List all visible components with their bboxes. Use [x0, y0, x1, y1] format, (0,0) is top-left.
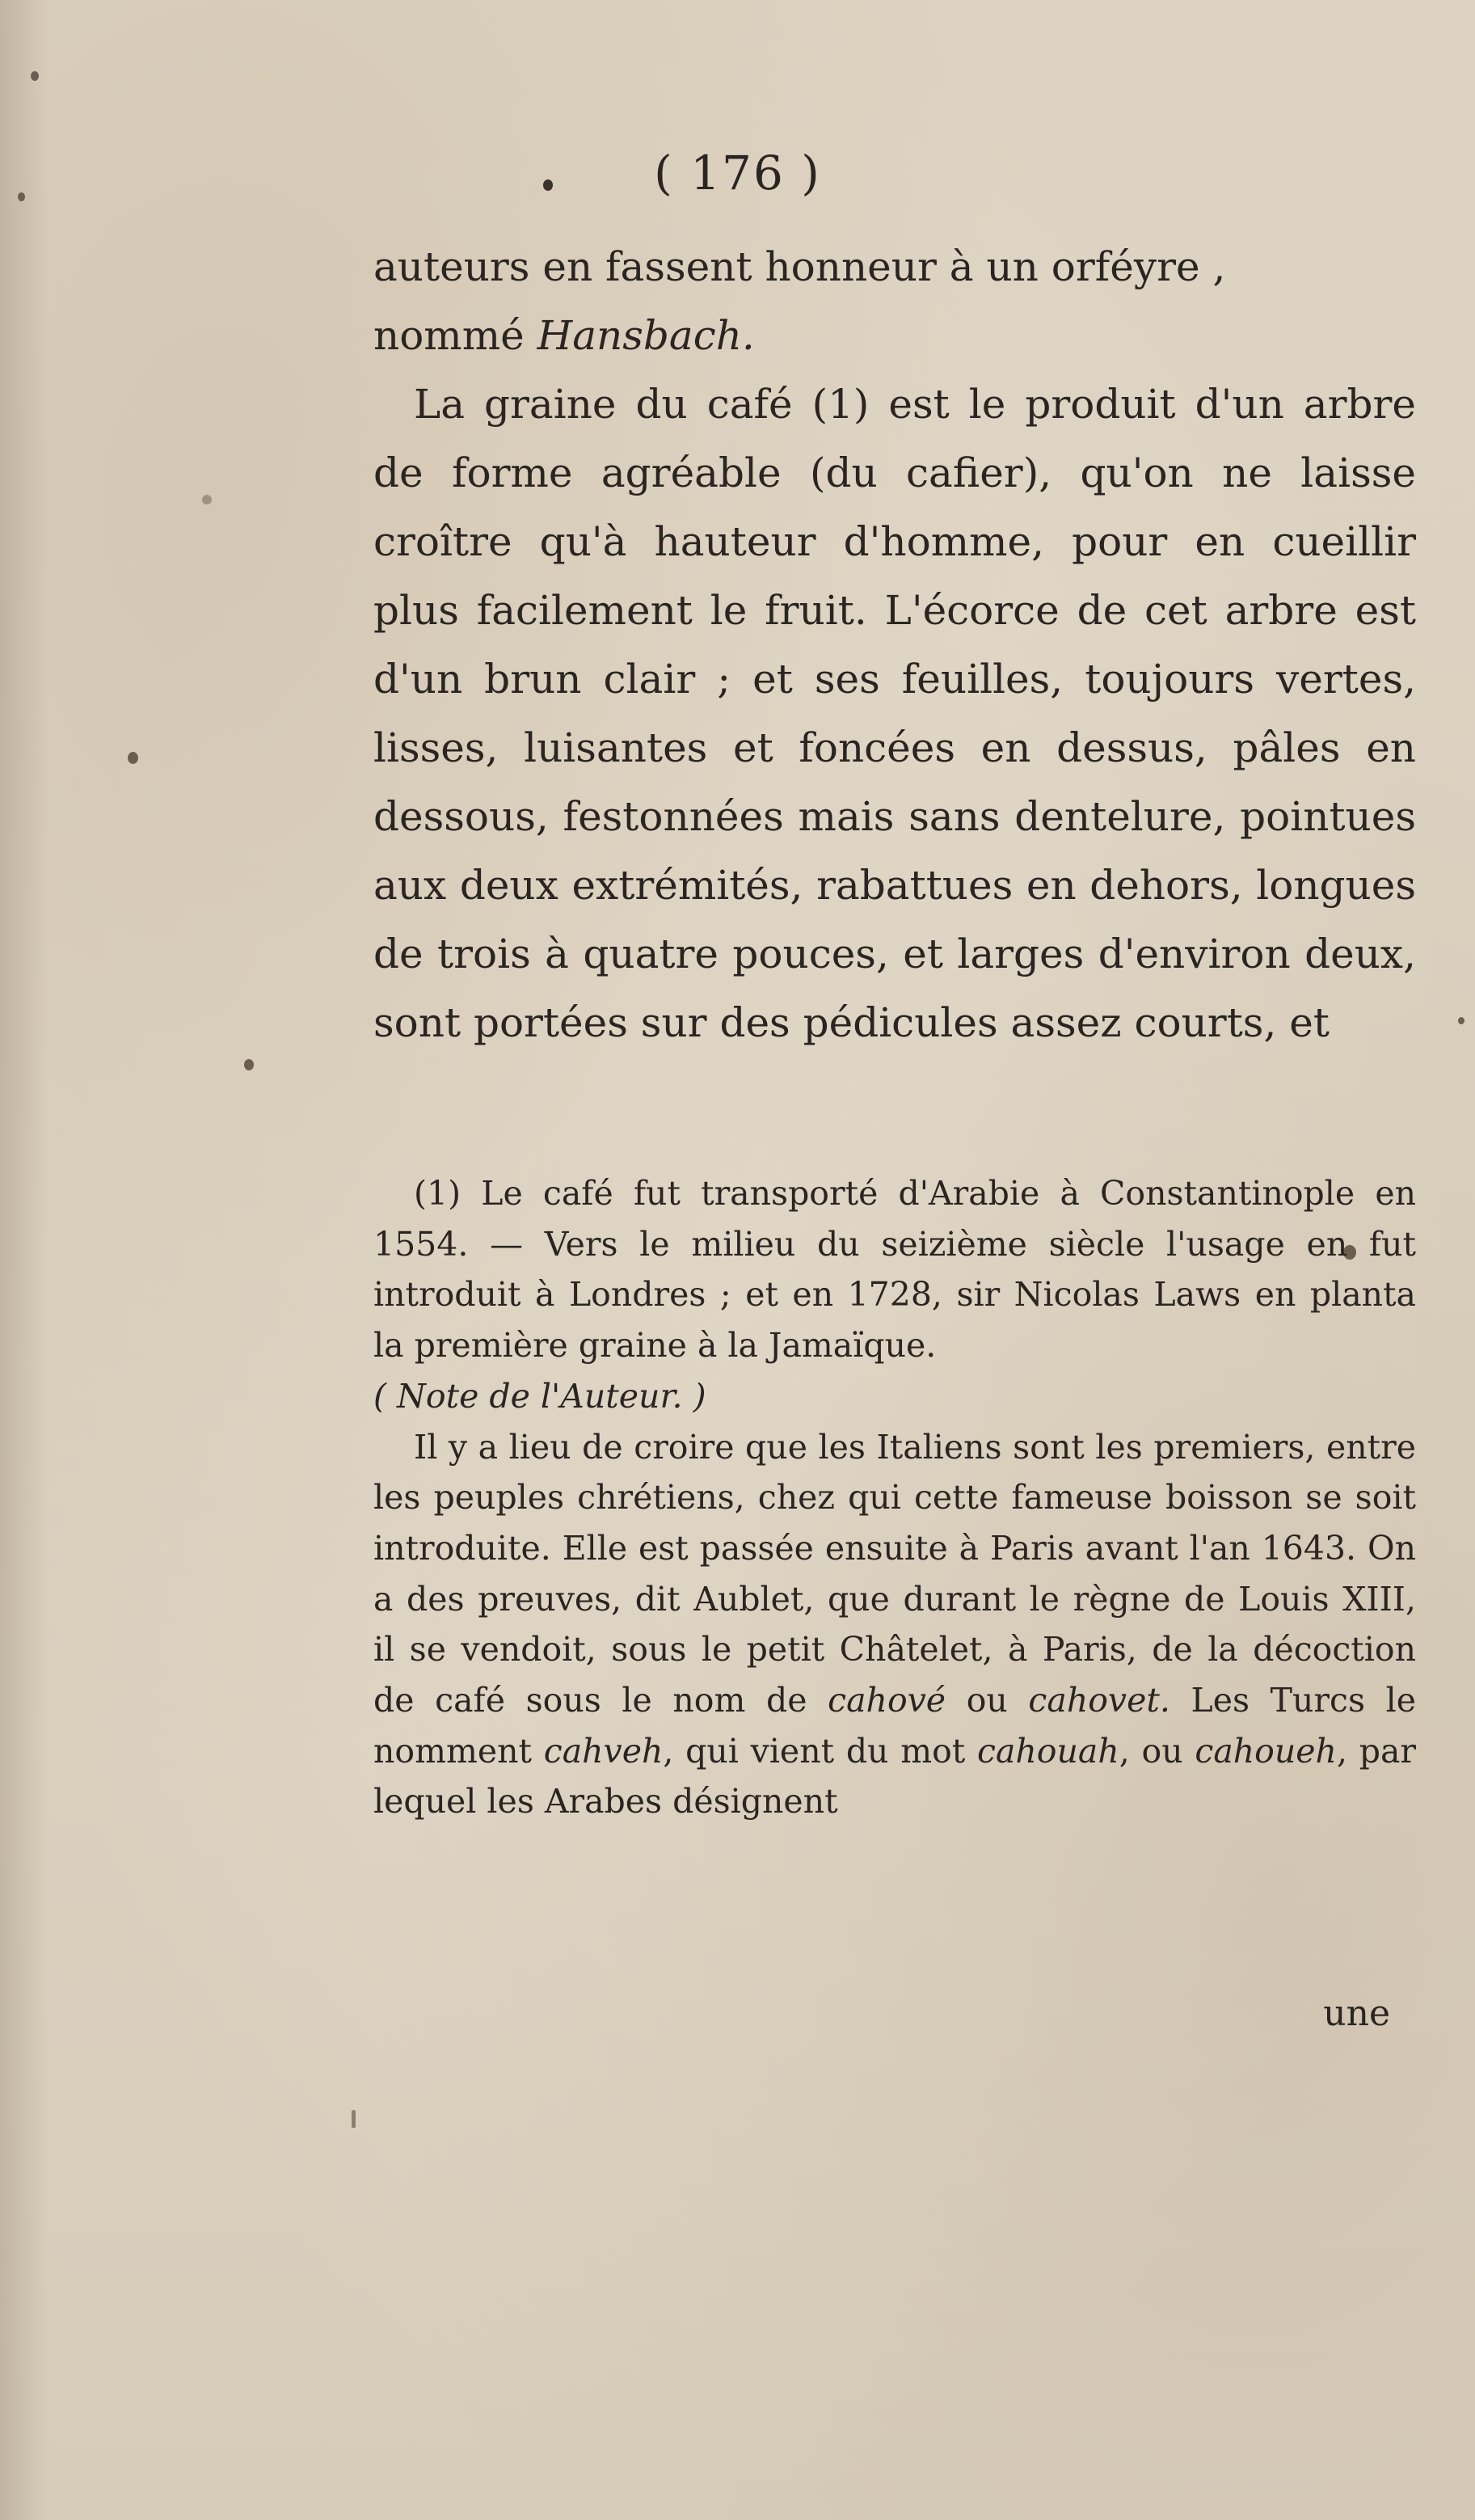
coffee-paragraph: La graine du café (1) est le produit d'un arbre de forme agréable (du cafier), qu'on ne laisse croître qu'à hauteur d'homme, pour en cueillir plus facilement le fruit. L'écorce de cet arbre est d'un brun clair ; et ses feuilles, toujours vertes, lisses, luisantes et foncées en dessus, pâles en dessous, festonnées mais sans dentelure, pointues aux deux extrémités, rabattues en dehors, longues de trois à quatre pouces, et larges d'environ deux, sont portées sur des pédicules assez courts, et [373, 381, 1416, 1046]
ink-dot [543, 179, 553, 191]
fn2-text-d: , par lequel les Arabes désignent [373, 1731, 1416, 1821]
continuation-line: auteurs en fassent honneur à un orféyre , [373, 243, 1226, 290]
term-cahveh: cahveh [543, 1731, 664, 1771]
ink-spot [244, 1059, 254, 1070]
ink-spot [128, 752, 138, 764]
name-prefix: nommé [373, 312, 537, 359]
connector-ou: ou [946, 1681, 1029, 1720]
footnote-paragraph-2 [373, 1422, 1416, 1828]
footnote-paragraph-1: (1) Le café fut transporté d'Arabie à Constantinople en 1554. — Vers le milieu du seizième siècle l'usage en fut introduit à Londres ; et en 1728, sir Nicolas Laws en planta la première graine à la Jamaïque. [373, 1174, 1416, 1366]
term-cahoueh: cahoueh [1195, 1731, 1337, 1771]
fn2-text-a: Il y a lieu de croire que les Italiens sont les premiers, entre les peuples chrétiens, chez qui cette fameuse boisson se soit introduite. Elle est passée ensuite à Paris avant l'an 1643. On a des preuves, dit Aublet, que durant le règne de Louis XIII, il se vendoit, sous le petit Châtelet, à Paris, de la décoction de café sous le nom de [373, 1427, 1416, 1720]
connector-ou: , ou [1119, 1731, 1195, 1771]
term-cahovet: cahovet. [1028, 1681, 1170, 1720]
person-name: Hansbach. [537, 312, 755, 359]
continuation-text [373, 233, 1416, 370]
ink-spot [352, 2110, 356, 2128]
page-number: ( 176 ) [654, 146, 821, 201]
author-note-line [373, 1371, 1416, 1422]
ink-spot [1458, 1017, 1464, 1024]
catchword: une [1323, 1993, 1390, 2034]
fn2-text-b: Les Turcs le nomment [373, 1681, 1416, 1771]
ink-spot [202, 495, 212, 504]
main-text [373, 233, 1416, 1057]
page-edge-shadow [0, 0, 48, 2520]
ink-spot [31, 71, 39, 81]
footnote [373, 1168, 1416, 1827]
author-note: ( Note de l'Auteur. ) [373, 1376, 706, 1416]
term-cahove: cahové [828, 1681, 946, 1720]
fn2-text-c: , qui vient du mot [663, 1731, 977, 1771]
term-cahouah: cahouah [976, 1731, 1119, 1771]
